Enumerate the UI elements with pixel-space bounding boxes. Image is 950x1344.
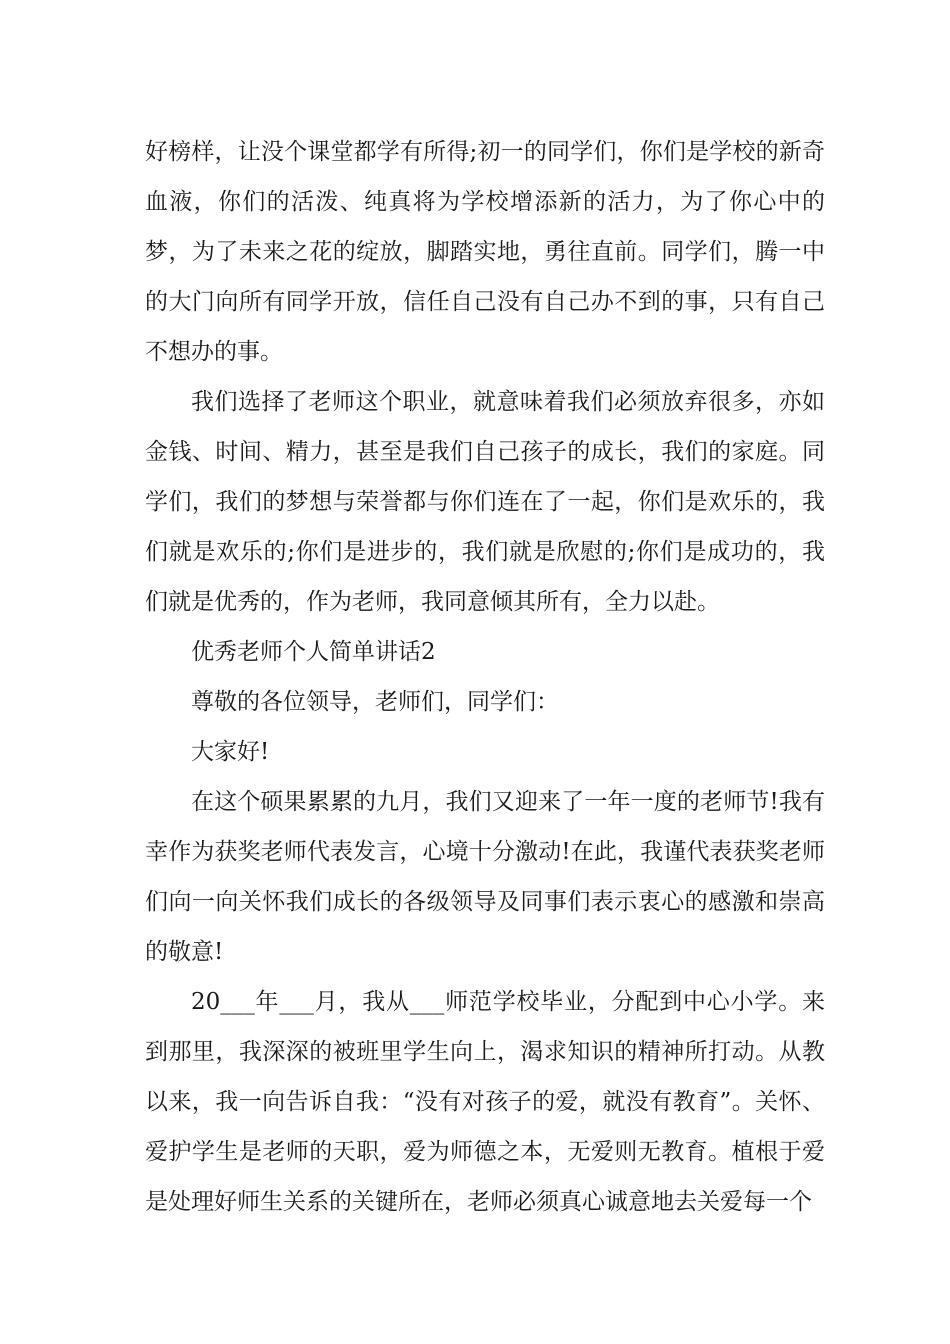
section-heading: 优秀老师个人简单讲话2 — [191, 639, 436, 665]
paragraph-continuation: 好榜样，让没个课堂都学有所得;初一的同学们，你们是学校的新奇血液，你们的活泼、纯真将为学校增添新的活力，为了你心中的梦，为了未来之花的绽放，脚踏实地，勇往直前。同学们，腾一中的大门向所有同学开放，信任自己没有自己办不到的事，只有自己不想办的事。 — [145, 139, 825, 365]
greeting: 大家好! — [191, 739, 270, 765]
document-body — [145, 127, 825, 1227]
salutation: 尊敬的各位领导，老师们，同学们： — [191, 689, 559, 715]
paragraph-teacher-sacrifice: 我们选择了老师这个职业，就意味着我们必须放弃很多，亦如金钱、时间、精力，甚至是我们自己孩子的成长，我们的家庭。同学们，我们的梦想与荣誉都与你们连在了一起，你们是欢乐的，我们就是欢乐的;你们是进步的，我们就是欣慰的;你们是成功的，我们就是优秀的，作为老师，我同意倾其所有，全力以赴。 — [145, 389, 825, 615]
paragraph-career: 20___年___月，我从___师范学校毕业，分配到中心小学。来到那里，我深深的被班里学生向上，渴求知识的精神所打动。从教以来，我一向告诉自我：“没有对孩子的爱，就没有教育”。关怀、爱护学生是老师的天职，爱为师德之本，无爱则无教育。植根于爱是处理好师生关系的关键所在，老师必须真心诚意地去关爱每一个 — [145, 989, 825, 1215]
paragraph-teachers-day: 在这个硕果累累的九月，我们又迎来了一年一度的老师节!我有幸作为获奖老师代表发言，心境十分激动!在此，我谨代表获奖老师们向一向关怀我们成长的各级领导及同事们表示衷心的感激和崇高的敬意! — [145, 789, 825, 965]
